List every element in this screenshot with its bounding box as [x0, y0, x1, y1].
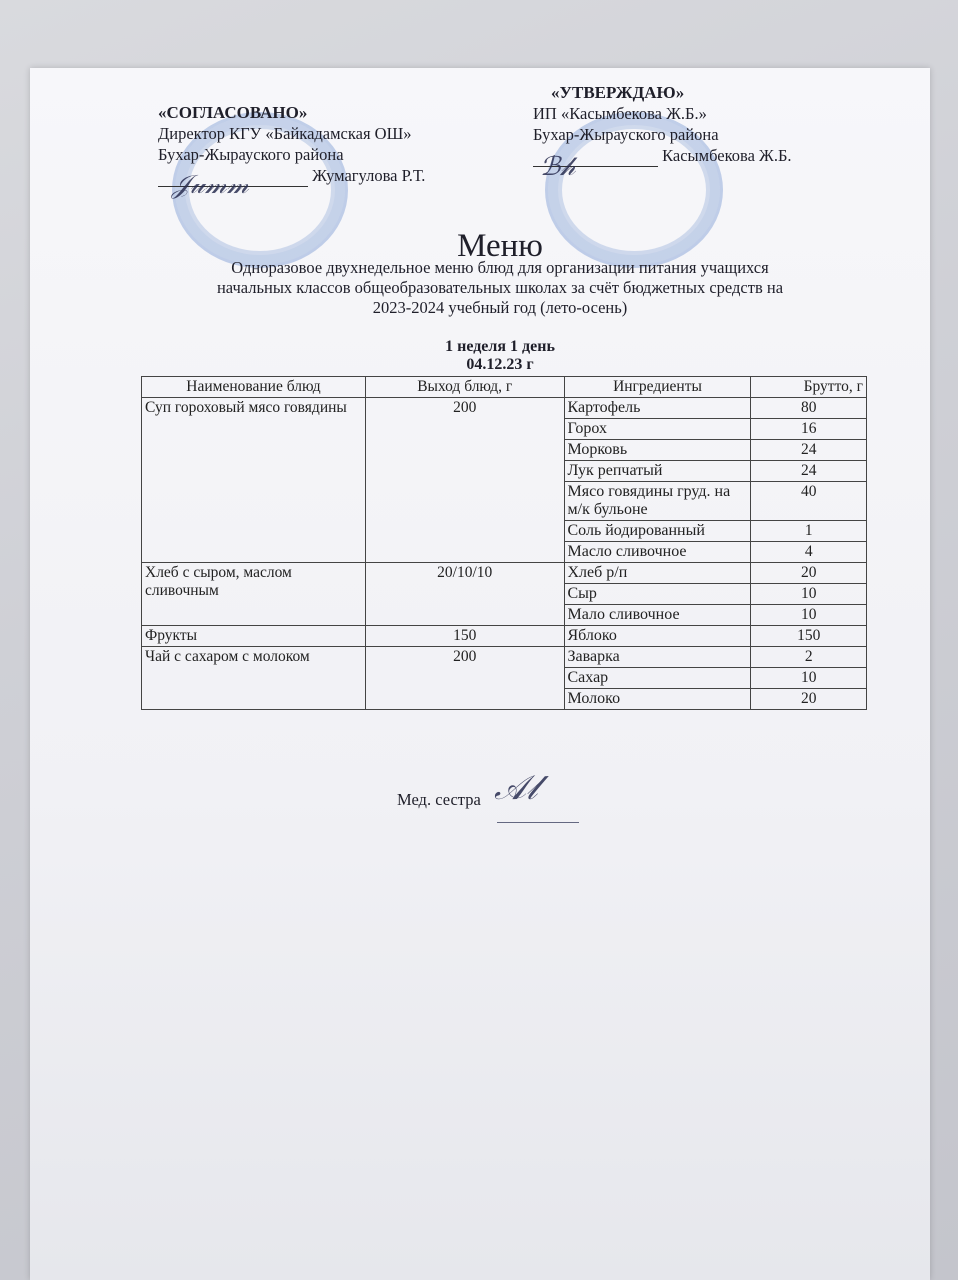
approval-agreed-title: «СОГЛАСОВАНО» [158, 103, 308, 122]
ingredient-cell: Хлеб р/п [564, 563, 751, 584]
dish-yield-cell: 150 [365, 626, 564, 647]
brutto-cell: 10 [751, 605, 867, 626]
ingredient-cell: Яблоко [564, 626, 751, 647]
page-title: Меню [457, 228, 543, 264]
brutto-cell: 24 [751, 461, 867, 482]
dish-name-cell: Чай с сахаром с молоком [142, 647, 366, 710]
ingredient-cell: Лук репчатый [564, 461, 751, 482]
ingredient-cell: Горох [564, 419, 751, 440]
ingredient-cell: Заварка [564, 647, 751, 668]
brutto-cell: 10 [751, 668, 867, 689]
menu-description-line: 2023-2024 учебный год (лето-осень) [372, 298, 628, 317]
ingredient-cell: Соль йодированный [564, 521, 751, 542]
week-day-heading [120, 338, 880, 374]
approval-approved-title: «УТВЕРЖДАЮ» [551, 83, 685, 102]
column-header: Брутто, г [751, 377, 867, 398]
brutto-cell: 20 [751, 689, 867, 710]
dish-name-cell: Фрукты [142, 626, 366, 647]
brutto-cell: 4 [751, 542, 867, 563]
ingredient-cell: Сыр [564, 584, 751, 605]
table-row [142, 563, 867, 584]
approval-agreed-district: Бухар-Жырауского района [158, 145, 344, 164]
table-header-row [142, 377, 867, 398]
ingredient-cell: Сахар [564, 668, 751, 689]
column-header: Ингредиенты [564, 377, 751, 398]
ingredient-cell: Мало сливочное [564, 605, 751, 626]
ingredient-cell: Масло сливочное [564, 542, 751, 563]
nurse-signature-icon: 𝒜𝓁 [494, 768, 538, 808]
menu-description-line: начальных классов общеобразовательных школах за счёт бюджетных средств на [216, 278, 784, 297]
dish-yield-cell: 20/10/10 [365, 563, 564, 626]
brutto-cell: 2 [751, 647, 867, 668]
nurse-signoff [397, 790, 481, 810]
nurse-signature-underline [497, 822, 579, 823]
brutto-cell: 40 [751, 482, 867, 521]
entrepreneur-signature-icon: ℬ𝒽 [540, 152, 576, 182]
approval-agreed-signer: Жумагулова Р.Т. [312, 166, 426, 185]
dish-name-cell: Хлеб с сыром, маслом сливочным [142, 563, 366, 626]
ingredient-cell: Картофель [564, 398, 751, 419]
column-header: Выход блюд, г [365, 377, 564, 398]
dish-name-cell: Суп гороховый мясо говядины [142, 398, 366, 563]
menu-table-body [142, 398, 867, 710]
brutto-cell: 24 [751, 440, 867, 461]
brutto-cell: 10 [751, 584, 867, 605]
menu-table [141, 376, 867, 710]
brutto-cell: 150 [751, 626, 867, 647]
director-signature-icon: 𝒥𝓊𝓂𝓂 [172, 170, 249, 200]
brutto-cell: 16 [751, 419, 867, 440]
brutto-cell: 20 [751, 563, 867, 584]
brutto-cell: 80 [751, 398, 867, 419]
approval-approved-district: Бухар-Жырауского района [533, 125, 719, 144]
nurse-label: Мед. сестра [397, 790, 481, 809]
brutto-cell: 1 [751, 521, 867, 542]
column-header: Наименование блюд [142, 377, 366, 398]
ingredient-cell: Молоко [564, 689, 751, 710]
dish-yield-cell: 200 [365, 398, 564, 563]
menu-description [120, 258, 880, 318]
menu-description-line: Одноразовое двухнедельное меню блюд для организации питания учащихся [231, 258, 769, 277]
approval-approved-position: ИП «Касымбекова Ж.Б.» [533, 104, 707, 123]
week-day-label: 1 неделя 1 день [445, 338, 555, 355]
table-row [142, 647, 867, 668]
table-row [142, 626, 867, 647]
approval-approved-signer: Касымбекова Ж.Б. [662, 146, 792, 165]
menu-date: 04.12.23 г [466, 356, 534, 373]
ingredient-cell: Морковь [564, 440, 751, 461]
approval-agreed-position: Директор КГУ «Байкадамская ОШ» [158, 124, 412, 143]
ingredient-cell: Мясо говядины груд. на м/к бульоне [564, 482, 751, 521]
table-row [142, 398, 867, 419]
dish-yield-cell: 200 [365, 647, 564, 710]
